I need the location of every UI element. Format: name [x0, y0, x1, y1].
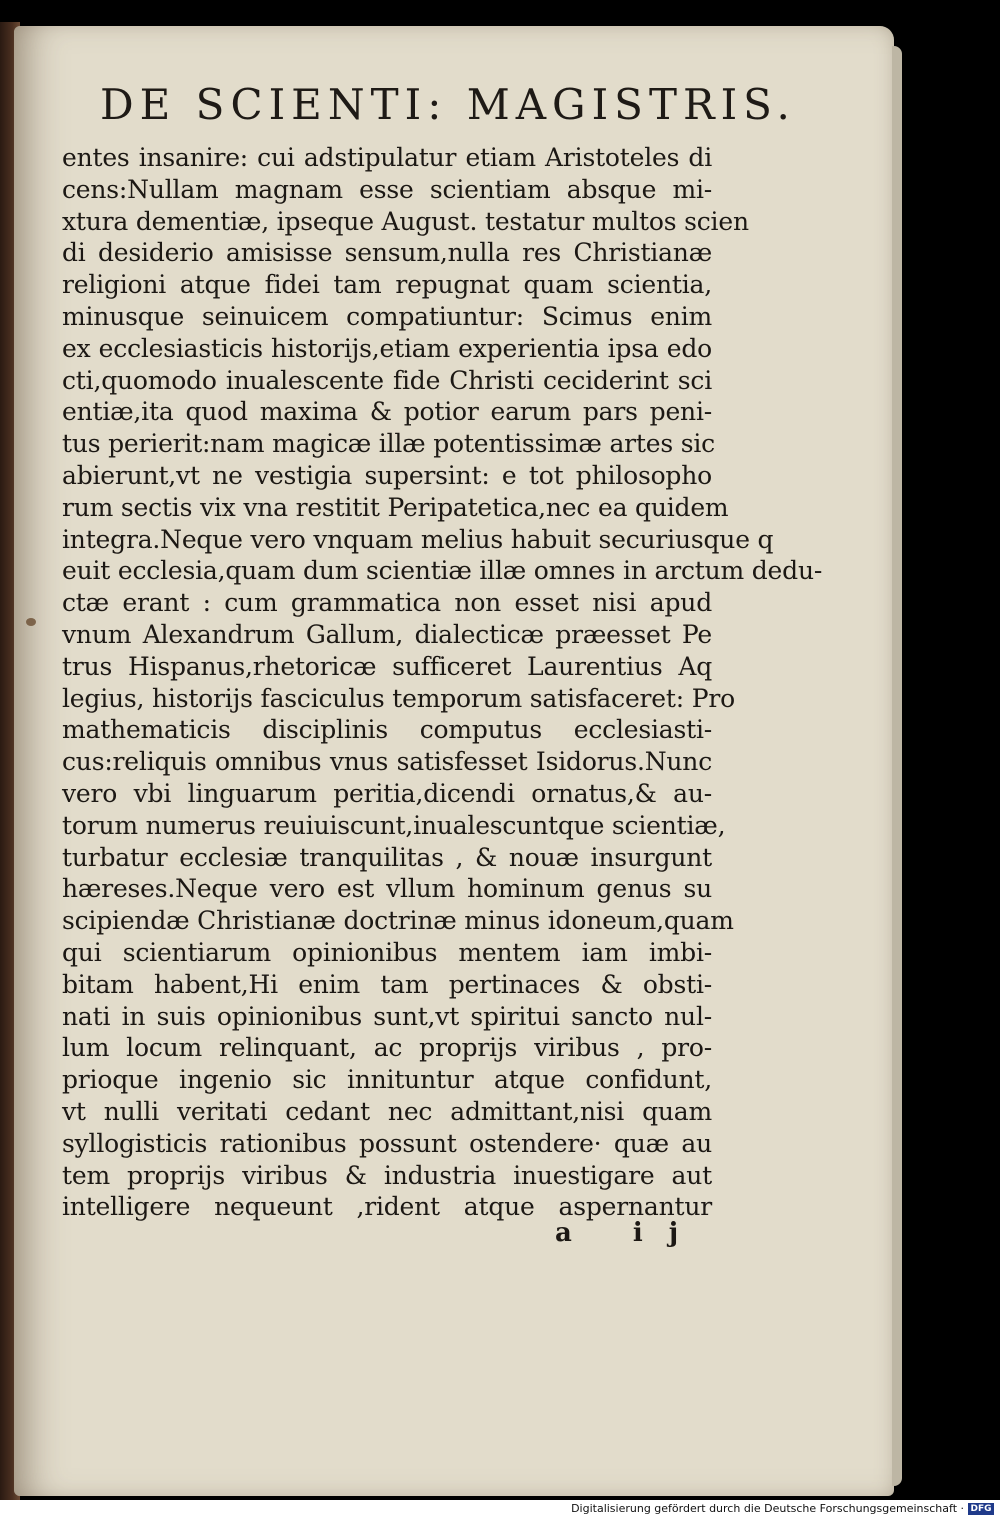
text-line: ctæ erant : cum grammatica non esset nisi apud: [62, 588, 712, 618]
text-line: cus:reliquis omnibus vnus satisfesset Isidorus.Nunc: [62, 747, 712, 777]
text-line: trus Hispanus,rhetoricæ sufficeret Laurentius Aq: [62, 651, 712, 681]
text-line: cens:Nullam magnam esse scientiam absque mi-: [62, 174, 712, 204]
dfg-logo: DFG: [968, 1503, 994, 1515]
text-line: bitam habent,Hi enim tam pertinaces & obsti-: [62, 969, 712, 999]
text-line: rum sectis vix vna restitit Peripatetica,nec ea quidem: [62, 492, 729, 522]
text-line: syllogisticis rationibus possunt ostendere· quæ au: [62, 1128, 712, 1158]
text-line: mathematicis disciplinis computus ecclesiasti-: [62, 715, 712, 745]
text-line: religioni atque fidei tam repugnat quam scientia,: [62, 270, 712, 300]
text-line: entiæ,ita quod maxima & potior earum pars peni-: [62, 397, 712, 427]
text-line: cti,quomodo inualescente fide Christi ceciderint sci: [62, 365, 712, 395]
text-line: di desiderio amisisse sensum,nulla res Christianæ: [62, 238, 712, 268]
text-line: euit ecclesia,quam dum scientiæ illæ omnes in arctum dedu-: [62, 556, 823, 586]
text-line: torum numerus reuiuiscunt,inualescuntque scientiæ,: [62, 810, 726, 840]
text-line: xtura dementiæ, ipseque August. testatur multos scien: [62, 206, 749, 236]
ink-spot: [26, 618, 36, 626]
text-line: integra.Neque vero vnquam melius habuit securiusque q: [62, 524, 774, 554]
text-line: tem proprijs viribus & industria inuestigare aut: [62, 1160, 712, 1190]
text-line: legius, historijs fasciculus temporum satisfaceret: Pro: [62, 683, 735, 713]
text-line: intelligere nequeunt ,rident atque aspernantur: [62, 1192, 712, 1222]
text-line: vnum Alexandrum Gallum, dialecticæ præesset Pe: [62, 619, 712, 649]
footer-bar: [0, 1500, 1000, 1518]
text-line: vero vbi linguarum peritia,dicendi ornatus,& au-: [62, 778, 712, 808]
text-line: turbatur ecclesiæ tranquilitas , & nouæ insurgunt: [62, 842, 712, 872]
text-line: ex ecclesiasticis historijs,etiam experientia ipsa edo: [62, 333, 712, 363]
text-line: prioque ingenio sic innituntur atque confidunt,: [62, 1065, 712, 1095]
footer-credit: Digitalisierung gefördert durch die Deutsche Forschungsgemeinschaft ·: [571, 1502, 964, 1515]
text-line: lum locum relinquant, ac proprijs viribus , pro-: [62, 1033, 712, 1063]
text-line: scipiendæ Christianæ doctrinæ minus idoneum,quam: [62, 906, 734, 936]
text-line: minusque seinuicem compatiuntur: Scimus enim: [62, 301, 712, 331]
running-head: DE SCIENTI: MAGISTRIS.: [100, 80, 796, 129]
text-line: entes insanire: cui adstipulatur etiam Aristoteles di: [62, 143, 712, 172]
signature-mark: a ij: [555, 1218, 705, 1248]
text-line: tus perierit:nam magicæ illæ potentissimæ artes sic: [62, 429, 715, 459]
text-block: [62, 142, 823, 1223]
text-line: vt nulli veritati cedant nec admittant,nisi quam: [62, 1096, 712, 1126]
text-line: qui scientiarum opinionibus mentem iam imbi-: [62, 937, 712, 967]
text-line: abierunt,vt ne vestigia supersint: e tot philosopho: [62, 460, 712, 490]
text-line: hæreses.Neque vero est vllum hominum genus su: [62, 874, 712, 904]
text-line: nati in suis opinionibus sunt,vt spiritui sancto nul-: [62, 1001, 712, 1031]
